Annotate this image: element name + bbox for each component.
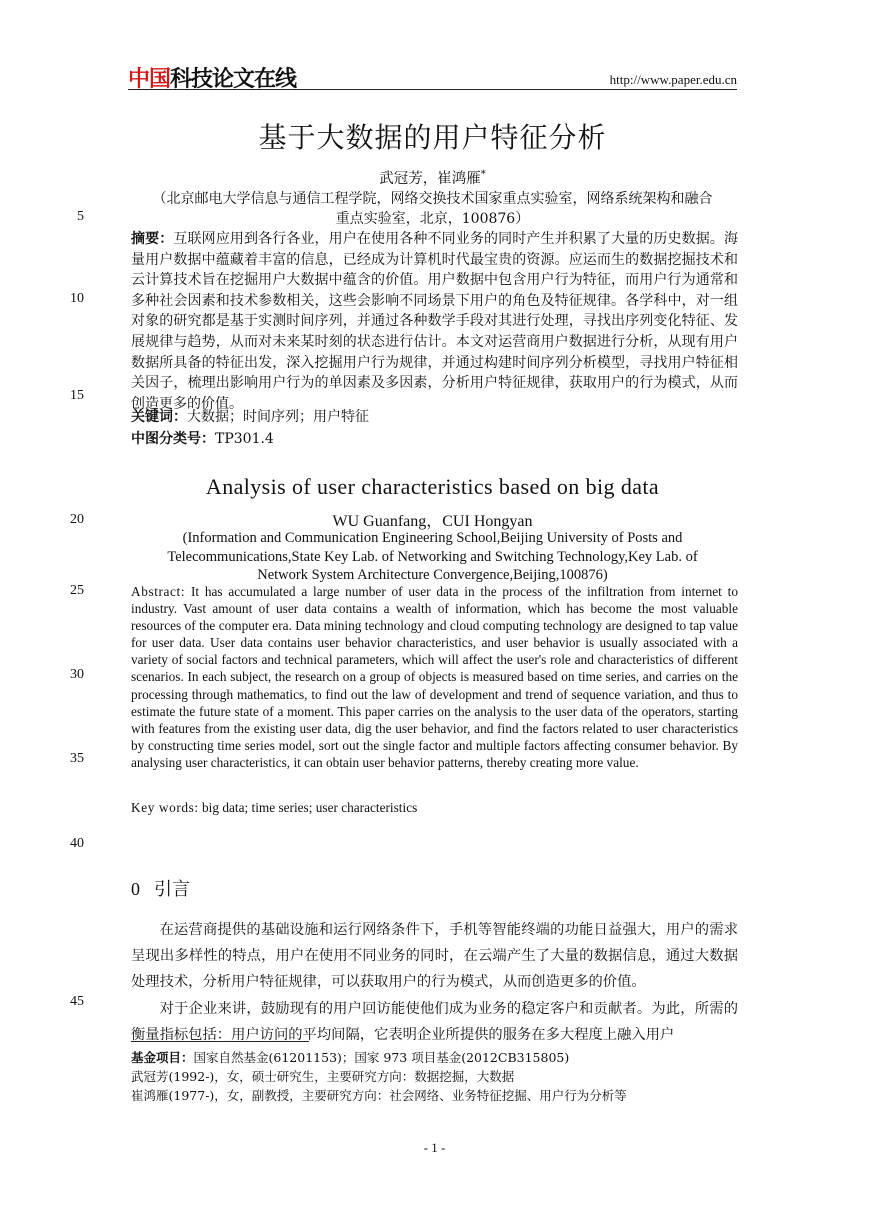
line-number: 35 [70,751,84,766]
abstract-en [131,583,738,771]
affiliation-zh-line-2: 重点实验室，北京，100876） [335,211,530,227]
abstract-zh-text: 互联网应用到各行各业，用户在使用各种不同业务的同时产生并积累了大量的历史数据。海量用户数据中蕴藏着丰富的信息，已经成为计算机时代最宝贵的资源。应运而生的数据挖掘技术和云计算技术旨在挖掘用户大数据中蕴含的价值。用户数据中包含用户行为特征，而用户行为通常和多种社会因素和技术参数相关，这些会影响不同场景下用户的角色及特征规律。各学科中，对一组对象的研究都是基于实测时间序列，并通过各种数学手段对其进行处理，寻找出序列变化特征、发展规律与趋势，从而对未来某时刻的状态进行估计。本文对运营商用户数据进行分析，从现有用户数据所具备的特征出发，深入挖掘用户行为规律，并通过构建时间序列分析模型，寻找用户特征相关因子，梳理出影响用户行为的单因素及多因素，分析用户特征规律，获取用户的行为模式，从而创造更多的价值。 [131,231,738,412]
abstract-zh-label: 摘要： [131,231,174,247]
corresponding-author-mark: * [480,169,486,181]
abstract-en-text: It has accumulated a large number of user data in the process of the infiltration from internet to industry. Vast amount of user data contains a wealth of information, which has become the most valuable resources of the computer era. Data mining technology and cloud computing technology are designed to tap value for user data. User data contains user behavior characteristics, and user behavior is usually associated with a variety of social factors and technical parameters, which will affect the user's role and characteristics of different scenarios. In each subject, the research on a group of objects is measured based on time series, and carries on the processing through mathematics, to find out the law of development and trend of sequence variation, and thus to estimate the future state of a moment. This paper carries on the analysis to the user data of the operators, starting with features from the existing user data, dig the user behavior, and find the factors related to user characteristics by constructing time series model, sort out the single factor and multiple factors affecting consumer behavior. By analysing user characteristics, it can obtain user behavior patterns, thereby creating more value. [131,584,739,770]
header-rule [128,89,737,90]
paper-title-en: Analysis of user characteristics based on big data [205,474,660,499]
keywords-en-text: big data; time series; user characteristics [202,800,418,815]
authors-zh-names: 武冠芳，崔鸿雁 [379,171,481,187]
authors-en: WU Guanfang，CUI Hongyan [332,513,533,530]
affiliation-en-line-3: Network System Architecture Convergence,Beijing,100876) [257,567,608,583]
classification-value: TP301.4 [215,431,274,447]
header-url[interactable]: http://www.paper.edu.cn [609,72,737,87]
footnote-fund-label: 基金项目： [131,1050,194,1065]
line-number: 40 [70,836,84,851]
keywords-zh-label: 关键词： [131,409,187,425]
abstract-en-label: Abstract: [131,584,186,599]
affiliation-zh-line-1: （北京邮电大学信息与通信工程学院，网络交换技术国家重点实验室，网络系统架构和融合 [152,191,713,207]
footnotes [131,1048,627,1105]
paper-title-zh: 基于大数据的用户特征分析 [258,121,607,154]
footnote-rule [131,1041,309,1042]
line-number: 20 [70,512,84,527]
section-heading [131,875,190,901]
keywords-zh-text: 大数据；时间序列；用户特征 [187,409,369,425]
logo-part-black: 科技论文在线 [170,67,297,92]
line-number: 15 [70,388,84,403]
body-paragraph: 对于企业来讲，鼓励现有的用户回访能使他们成为业务的稳定客户和贡献者。为此，所需的衡量指标包括：用户访问的平均间隔，它表明企业所提供的服务在多大程度上融入用户 [131,1000,738,1043]
logo-part-red: 中国 [128,67,171,92]
body-paragraph: 在运营商提供的基础设施和运行网络条件下，手机等智能终端的功能日益强大，用户的需求呈现出多样性的特点，用户在使用不同业务的同时，在云端产生了大量的数据信息，通过大数据处理技术，分析用户特征规律，可以获取用户的行为模式，从而创造更多的价值。 [131,922,738,991]
classification-number [131,428,274,448]
keywords-en [131,800,417,816]
footnote-fund [131,1048,627,1067]
body-text [131,917,738,1048]
line-number: 30 [70,667,84,682]
line-number: 45 [70,994,84,1009]
footnote-author-1: 武冠芳(1992-)，女，硕士研究生，主要研究方向：数据挖掘，大数据 [131,1069,515,1084]
keywords-en-label: Key words: [131,800,199,815]
authors-zh [128,167,737,188]
section-title: 引言 [154,879,190,900]
footnote-fund-text: 国家自然基金(61201153)；国家 973 项目基金(2012CB315805) [193,1050,570,1065]
affiliation-en [128,529,737,585]
line-number: 10 [70,291,84,306]
affiliation-en-line-2: Telecommunications,State Key Lab. of Networking and Switching Technology,Key Lab. of [167,548,698,565]
keywords-zh [131,406,369,426]
affiliation-zh [128,189,737,229]
line-number: 25 [70,583,84,598]
footnote-author-2: 崔鸿雁(1977-)，女，副教授，主要研究方向：社会网络、业务特征挖掘、用户行为分析等 [131,1088,627,1103]
abstract-zh [131,229,738,414]
classification-label: 中图分类号： [131,431,215,447]
affiliation-en-line-1: (Information and Communication Engineering School,Beijing University of Posts and [182,530,683,546]
line-number: 5 [77,209,84,224]
section-number: 0 [131,879,140,899]
page-number: - 1 - [423,1140,446,1155]
